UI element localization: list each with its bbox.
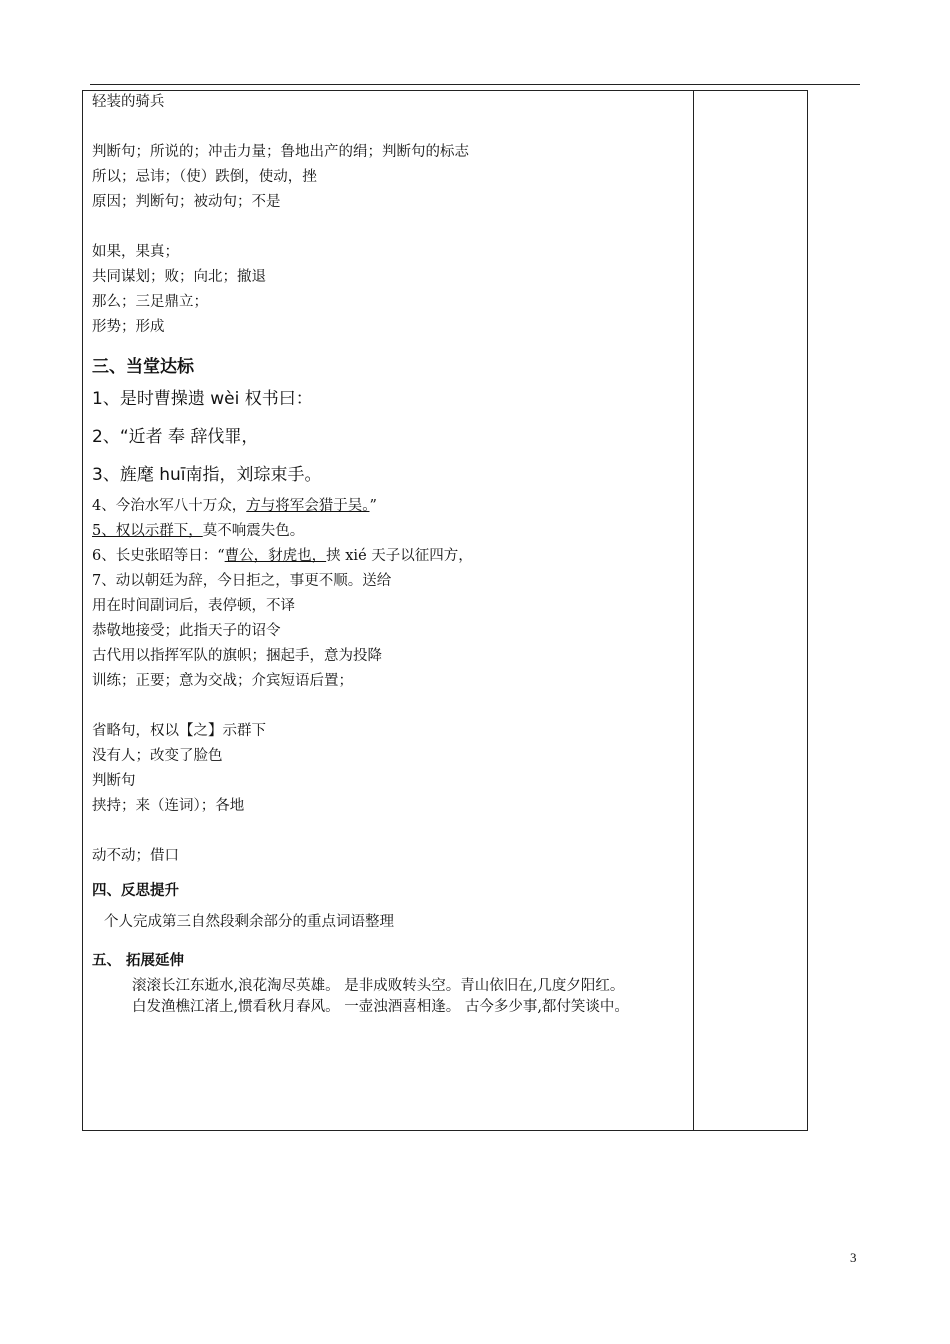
item4-underlined: 方与将军会猎于吴。 [246, 498, 370, 514]
section-4-heading: 四、反思提升 [92, 883, 179, 899]
item4-text: 4、今治水军八十万众， [92, 498, 247, 514]
answer-line: 省略句，权以【之】示群下 [92, 723, 266, 739]
answer-line: 共同谋划；败；向北；撤退 [92, 269, 266, 285]
exercise-item-4 [92, 494, 688, 519]
answer-line: 原因；判断句；被动句；不是 [92, 194, 281, 210]
section-5-heading: 五、 拓展延伸 [92, 953, 185, 969]
answer-line: 挟持；来（连词）；各地 [92, 798, 245, 814]
answer-line: 形势；形成 [92, 319, 165, 335]
header-rule [90, 84, 860, 85]
answers-block-1 [92, 90, 688, 340]
exercise-item-5 [92, 519, 688, 544]
blank-line [92, 819, 688, 844]
answer-line: 恭敬地接受；此指天子的诏令 [92, 623, 281, 639]
answer-line: 动不动；借口 [92, 848, 179, 864]
answer-line: 那么；三足鼎立； [92, 294, 208, 310]
exercise-item-2: 2、“近者 奉 辞伐罪， [92, 427, 259, 447]
item5-underlined: 5、权以示群下， [92, 523, 203, 539]
column-divider [693, 90, 694, 1131]
answer-line: 训练；正要；意为交战；介宾短语后置； [92, 673, 353, 689]
blank-line [92, 694, 688, 719]
exercise-item-7: 7、动以朝廷为辞，今日拒之，事更不顺。送给 [92, 573, 392, 589]
item6-text: 6、长史张昭等日：“ [92, 548, 225, 564]
exercise-item-1: 1、是时曹操遗 wèi 权书曰： [92, 389, 313, 409]
main-cell [92, 90, 688, 1018]
answer-line: 判断句 [92, 773, 136, 789]
answer-line: 用在时间副词后，表停顿，不译 [92, 598, 295, 614]
answer-line: 如果，果真； [92, 244, 179, 260]
section-4-text: 个人完成第三自然段剩余部分的重点词语整理 [104, 914, 394, 930]
answer-line: 判断句；所说的；冲击力量；鲁地出产的绢；判断句的标志 [92, 144, 469, 160]
section-3-heading: 三、当堂达标 [92, 357, 194, 377]
exercise-item-3: 3、旌麾 huī南指，刘琮束手。 [92, 465, 322, 485]
answers-block-2 [92, 594, 688, 869]
blank-line [92, 215, 688, 240]
poem-line-1: 滚滚长江东逝水,浪花淘尽英雄。 是非成败转头空。青山依旧在,几度夕阳红。 [132, 978, 625, 994]
answer-line: 古代用以指挥军队的旗帜；捆起手，意为投降 [92, 648, 382, 664]
answer-line: 没有人；改变了脸色 [92, 748, 223, 764]
exercise-item-6 [92, 544, 688, 569]
item6-underlined: 曹公，豺虎也， [224, 548, 327, 564]
item5-text: 莫不响震失色。 [202, 523, 305, 539]
poem-line-2: 白发渔樵江渚上,惯看秋月春风。 一壶浊酒喜相逢。 古今多少事,都付笑谈中。 [132, 999, 629, 1015]
item4-quote: ” [369, 498, 377, 514]
answer-line: 所以；忌讳；（使）跌倒，使动，挫 [92, 169, 317, 185]
page-number: 3 [850, 1250, 857, 1265]
answer-line: 轻装的骑兵 [92, 94, 165, 110]
item6-rest: 挟 xié 天子以征四方， [326, 548, 473, 564]
blank-line [92, 115, 688, 140]
